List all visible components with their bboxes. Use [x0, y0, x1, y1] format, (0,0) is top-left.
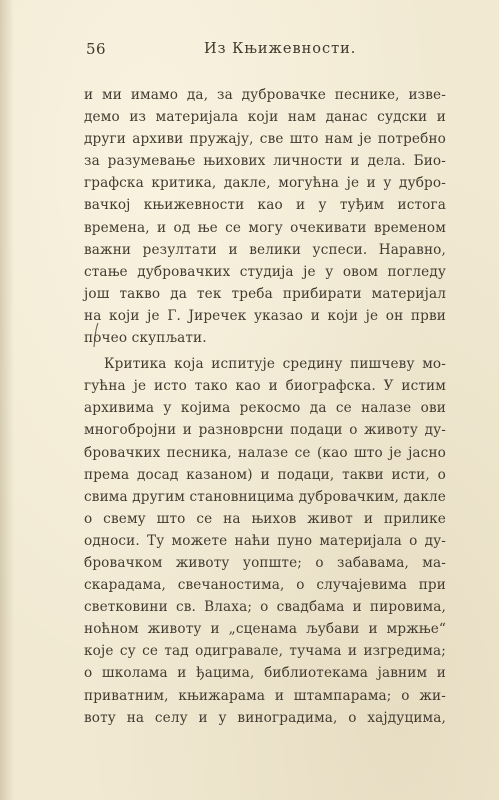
text-line: о свему што се на њихов живот и прилике: [84, 510, 446, 527]
paragraph: [84, 84, 446, 349]
text-line: о школама и ђацима, библиотекама јавним и: [84, 665, 446, 682]
running-title: Из Књижевности.: [204, 41, 357, 57]
text-line: многобројни и разноврсни подаци о животу ду-: [84, 422, 446, 439]
page-gutter-shadow: [0, 0, 14, 800]
text-line: вачкој књижевности као и у туђим истога: [84, 197, 446, 214]
text-line: односи. Ту можете наћи пуно материјала о ду-: [84, 532, 446, 549]
text-line: бровачких песника, налазе се (као што је јасно: [84, 444, 446, 461]
text-line: и ми имамо да, за дубровачке песнике, изве-: [84, 87, 446, 103]
text-line: Критика која испитује средину пишчеву мо-: [104, 356, 446, 373]
text-line: архивима у којима рекосмо да се налазе ови: [84, 400, 446, 417]
text-line: на који је Г. Јиречек указао и који је он први: [84, 307, 446, 324]
text-line: ноћном животу и „сценама љубави и мржње“: [84, 621, 446, 638]
text-line: бровачком животу уопште; о забавама, ма-: [84, 554, 446, 571]
text-line: још такво да тек треба прибирати материјал: [84, 285, 446, 302]
text-line: које су се тад одигравале, тучама и изгредима;: [84, 643, 446, 660]
text-line: гућна је исто тако као и биографска. У истим: [84, 378, 446, 395]
text-line: приватним, књижарама и штампарама; о жи-: [84, 687, 446, 704]
text-line: свима другим становницима дубровачким, дакле: [84, 488, 446, 505]
text-line: светковини св. Влаха; о свадбама и пировима,: [84, 599, 446, 616]
text-line: воту на селу и у виноградима, о хајдуцима,: [84, 709, 446, 726]
text-line: графска критика, дакле, могућна је и у дубро-: [84, 175, 446, 192]
page-number: 56: [86, 40, 107, 58]
text-line: важни резултати и велики успеси. Наравно,: [84, 241, 446, 258]
text-line: демо из материјала који нам данас судски и: [84, 109, 446, 126]
page-header: [86, 40, 426, 60]
paragraph: [84, 353, 446, 729]
text-line: скарадама, свечаностима, о случајевима при: [84, 577, 446, 594]
text-line: времена, и од ње се могу очекивати временом: [84, 219, 446, 236]
text-line: други архиви пружају, све што нам је потребно: [84, 131, 446, 148]
text-line: за разумевање њихових личности и дела. Био-: [84, 153, 446, 170]
text-line: стање дубровачких студија је у овом погледу: [84, 263, 446, 280]
text-line: према досад казаном) и подаци, такви исти, о: [84, 466, 446, 483]
text-line: почео скупљати.: [84, 330, 207, 347]
body-text: [84, 84, 446, 729]
